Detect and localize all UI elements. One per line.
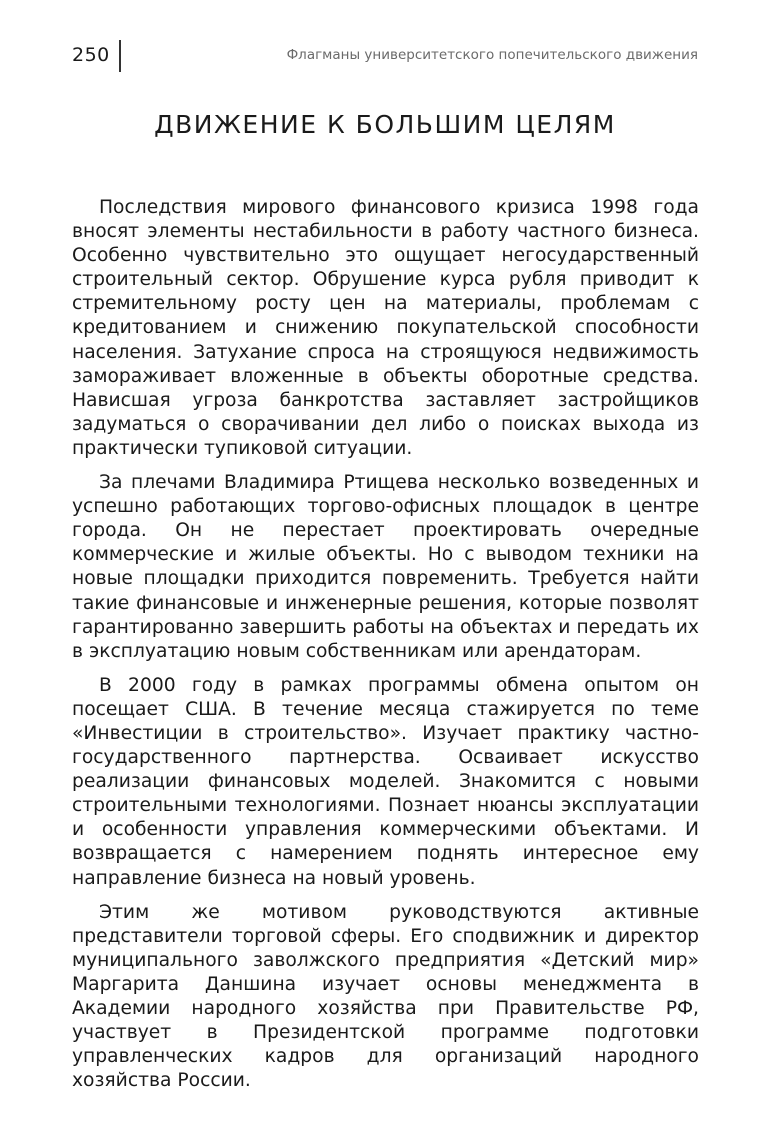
page-number: 250 (72, 44, 110, 66)
chapter-title: ДВИЖЕНИЕ К БОЛЬШИМ ЦЕЛЯМ (154, 110, 616, 139)
paragraph-3: В 2000 году в рамках программы обмена опытом он посещает США. В течение месяца стажируется по теме «Инвестиции в строительство». Изучает практику частно-государственного партнерства. Осваивает искусство реализации финансовых моделей. Знакомится с новыми строительными технологиями. Познает нюансы эксплуатации и особенности управления коммерческими объектами. И возвращается с намерением поднять интересное ему направление бизнеса на новый уровень. (72, 674, 699, 889)
paragraph-1: Последствия мирового финансового кризиса 1998 года вносят элементы нестабильности в работу частного бизнеса. Особенно чувствительно это ощущает негосударственный строительный сектор. Обрушение курса рубля приводит к стремительному росту цен на материалы, проблемам с кредитованием и снижению покупательской способности населения. Затухание спроса на строящуюся недвижимость замораживает вложенные в объекты оборотные средства. Нависшая угроза банкротства заставляет застройщиков задуматься о сворачивании дел либо о поисках выхода из практически тупиковой ситуации. (72, 197, 699, 459)
paragraph-4: Этим же мотивом руководствуются активные представители торговой сферы. Его сподвижник и директор муниципального заволжского предприятия «Детский мир» Маргарита Даншина изучает основы менеджмента в Академии народного хозяйства при Правительстве РФ, участвует в Президентской программе подготовки управленческих кадров для организаций народного хозяйства России. (72, 901, 699, 1092)
body-text (72, 196, 699, 1103)
paragraph-2: За плечами Владимира Ртищева несколько возведенных и успешно работающих торгово-офисных площадок в центре города. Он не перестает проектировать очередные коммерческие и жилые объекты. Но с выводом техники на новые площадки приходится повременить. Требуется найти такие финансовые и инженерные решения, которые позволят гарантированно завершить работы на объектах и передать их в эксплуатацию новым собственникам или арендаторам. (72, 472, 699, 662)
running-head (72, 40, 698, 70)
header-divider (119, 40, 121, 72)
running-title: Флагманы университетского попечительского движения (286, 47, 698, 63)
